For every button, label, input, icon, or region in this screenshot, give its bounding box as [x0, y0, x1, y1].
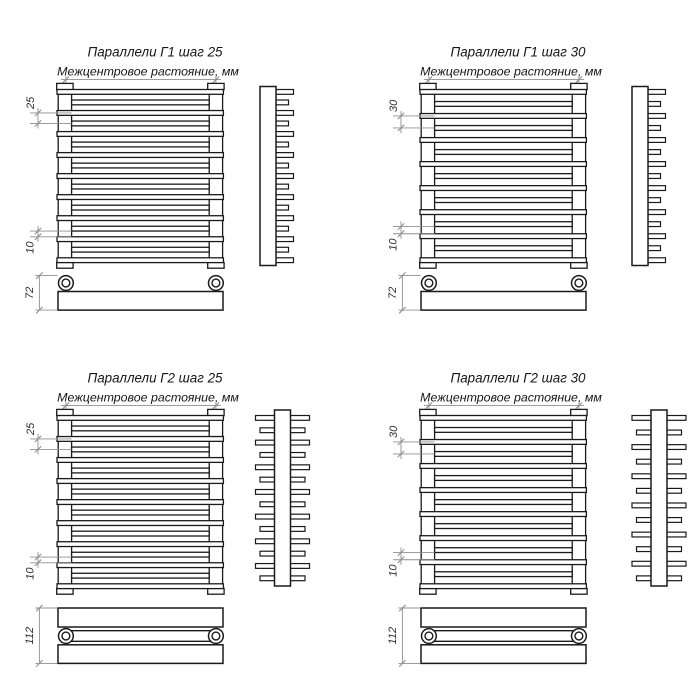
front-view	[420, 409, 587, 594]
rung-bar	[57, 132, 223, 137]
rung-bar	[435, 548, 573, 553]
rung-bar	[435, 452, 573, 457]
side-tab	[274, 132, 294, 137]
side-profile	[275, 410, 291, 586]
gap-dimension-value: 10	[387, 564, 400, 577]
rung-bar	[435, 222, 573, 227]
depth-dimension	[24, 605, 58, 667]
quadrant-title: Параллели Г2 шаг 30	[450, 370, 586, 386]
collector-pipe-inner	[575, 279, 583, 287]
side-tab-right	[665, 474, 686, 479]
side-tab	[646, 90, 666, 95]
side-tab	[274, 195, 294, 200]
depth-dimension	[387, 272, 421, 313]
depth-dimension-value: 112	[387, 626, 399, 645]
collector-pipe-inner	[62, 632, 70, 640]
rung-bar	[435, 150, 573, 155]
bottom-tab	[571, 262, 587, 268]
quadrant-g1-step25	[24, 45, 294, 314]
side-tab-right	[665, 445, 686, 450]
side-tab-right	[665, 503, 686, 508]
side-tab-right	[289, 440, 310, 445]
side-profile	[651, 410, 667, 586]
top-tab	[420, 83, 436, 89]
front-rung-plate	[58, 608, 223, 627]
center-distance-label: Межцентровое растояние, мм	[57, 390, 239, 405]
side-tab-left	[632, 474, 653, 479]
side-tab-left	[632, 561, 653, 566]
side-tab-right	[289, 539, 310, 544]
side-tab	[274, 216, 294, 221]
quadrant-title: Параллели Г1 шаг 30	[450, 44, 586, 60]
step-dimension-value: 30	[388, 425, 400, 438]
side-tab-left	[256, 465, 277, 470]
rung-bar	[57, 458, 223, 463]
depth-dimension	[387, 605, 421, 667]
step-dimension-value: 25	[25, 96, 37, 109]
side-profile	[260, 87, 276, 266]
top-tab	[57, 409, 73, 415]
rung-bar	[72, 184, 210, 189]
rung-plate	[421, 292, 586, 311]
rung-bar	[57, 500, 223, 505]
bottom-tab	[208, 588, 224, 594]
rung-bar	[435, 174, 573, 179]
quadrant-g1-step30	[387, 45, 666, 314]
front-rung-plate	[421, 608, 586, 627]
side-view	[632, 87, 666, 266]
side-tab-left	[632, 416, 653, 421]
side-tab-left	[632, 532, 653, 537]
rung-bar	[57, 521, 223, 526]
side-tab-left	[256, 416, 277, 421]
rung-bar	[57, 111, 223, 116]
rung-bar	[420, 440, 586, 445]
bottom-tab	[208, 262, 224, 268]
rung-bar	[420, 560, 586, 565]
side-tab-left	[256, 514, 277, 519]
side-tab-left	[256, 539, 277, 544]
side-tab	[274, 153, 294, 158]
rung-bar	[435, 102, 573, 107]
side-tab	[646, 210, 666, 215]
rung-bar	[72, 468, 210, 473]
rung-bar	[57, 237, 223, 242]
top-tab	[420, 409, 436, 415]
side-tab	[274, 258, 294, 263]
depth-dimension-value: 72	[24, 286, 36, 299]
rung-bar	[420, 416, 586, 421]
rung-bar	[420, 90, 586, 95]
rung-bar	[435, 198, 573, 203]
rung-bar	[420, 138, 586, 143]
front-view	[57, 409, 224, 594]
rung-bar	[72, 247, 210, 252]
depth-dimension	[24, 272, 58, 313]
rung-bar	[72, 121, 210, 126]
gap-dimension-value: 10	[387, 238, 400, 251]
rung-bar	[420, 464, 586, 469]
rung-bar	[420, 536, 586, 541]
quadrant-title: Параллели Г1 шаг 25	[87, 44, 223, 60]
rung-bar	[420, 234, 586, 239]
side-tab-right	[289, 490, 310, 495]
side-tab	[646, 138, 666, 143]
rung-bar	[435, 572, 573, 577]
collector-pipe-inner	[62, 279, 70, 287]
bottom-tab	[420, 588, 436, 594]
center-distance-label: Межцентровое растояние, мм	[420, 390, 602, 405]
side-tab	[646, 114, 666, 119]
bottom-tab	[420, 262, 436, 268]
collector-pipe-inner	[425, 632, 433, 640]
rung-bar	[420, 488, 586, 493]
center-distance-label: Межцентровое растояние, мм	[420, 64, 602, 79]
front-view	[57, 83, 224, 268]
depth-dimension-value: 72	[387, 286, 399, 299]
side-tab-right	[289, 564, 310, 569]
side-tab-right	[665, 416, 686, 421]
rung-bar	[435, 428, 573, 433]
rung-bar	[435, 246, 573, 251]
bottom-view	[421, 276, 586, 311]
step-dimension-value: 30	[388, 99, 400, 112]
rung-bar	[57, 416, 223, 421]
rung-bar	[420, 114, 586, 119]
rung-bar	[57, 90, 223, 95]
top-tab	[208, 83, 224, 89]
bottom-view	[58, 608, 223, 663]
rung-bar	[72, 426, 210, 431]
rung-bar	[72, 531, 210, 536]
side-profile	[632, 87, 648, 266]
back-rung-plate	[58, 645, 223, 664]
side-tab-right	[665, 532, 686, 537]
rung-bar	[72, 100, 210, 105]
bottom-tab	[571, 588, 587, 594]
top-tab	[57, 83, 73, 89]
rung-bar	[57, 174, 223, 179]
rung-bar	[57, 258, 223, 263]
bottom-tab	[57, 262, 73, 268]
side-tab	[646, 162, 666, 167]
side-tab	[646, 258, 666, 263]
side-tab-right	[289, 416, 310, 421]
step-dimension-value: 25	[25, 422, 37, 435]
rung-bar	[57, 584, 223, 589]
side-tab	[646, 234, 666, 239]
back-rung-plate	[421, 645, 586, 664]
top-tab	[208, 409, 224, 415]
rung-plate	[58, 292, 223, 311]
rung-bar	[420, 512, 586, 517]
side-tab-right	[289, 514, 310, 519]
bottom-view	[421, 608, 586, 663]
collector-pipe-inner	[212, 279, 220, 287]
quadrant-title: Параллели Г2 шаг 25	[87, 370, 223, 386]
rung-bar	[435, 500, 573, 505]
rung-bar	[72, 489, 210, 494]
rung-bar	[57, 563, 223, 568]
side-tab	[274, 90, 294, 95]
side-tab-left	[632, 503, 653, 508]
rung-bar	[72, 142, 210, 147]
side-view	[632, 410, 686, 586]
rung-bar	[435, 524, 573, 529]
rung-bar	[435, 126, 573, 131]
gap-dimension-value: 10	[24, 241, 37, 254]
side-view	[256, 410, 310, 586]
rung-bar	[57, 153, 223, 158]
collector-pipe-inner	[212, 632, 220, 640]
rung-bar	[72, 447, 210, 452]
side-tab-left	[256, 564, 277, 569]
rung-bar	[57, 195, 223, 200]
side-tab	[274, 174, 294, 179]
rung-bar	[420, 186, 586, 191]
collector-pipe-inner	[575, 632, 583, 640]
center-distance-label: Межцентровое растояние, мм	[57, 64, 239, 79]
rung-bar	[72, 226, 210, 231]
side-tab	[646, 186, 666, 191]
rung-bar	[57, 437, 223, 442]
bottom-view	[58, 276, 223, 311]
rung-bar	[72, 573, 210, 578]
side-view	[260, 87, 294, 266]
top-tab	[571, 409, 587, 415]
rung-bar	[57, 479, 223, 484]
rung-bar	[420, 258, 586, 263]
rung-bar	[72, 163, 210, 168]
collector-pipe-inner	[425, 279, 433, 287]
rung-bar	[72, 552, 210, 557]
rung-bar	[435, 476, 573, 481]
quadrant-g2-step30	[387, 371, 686, 667]
rung-bar	[72, 510, 210, 515]
rung-bar	[420, 584, 586, 589]
front-view	[420, 83, 587, 268]
side-tab-right	[289, 465, 310, 470]
rung-bar	[72, 205, 210, 210]
rung-bar	[57, 542, 223, 547]
gap-dimension-value: 10	[24, 567, 37, 580]
rung-bar	[57, 216, 223, 221]
side-tab-left	[256, 490, 277, 495]
top-tab	[571, 83, 587, 89]
side-tab-left	[256, 440, 277, 445]
bottom-tab	[57, 588, 73, 594]
rung-bar	[420, 162, 586, 167]
side-tab-left	[632, 445, 653, 450]
side-tab	[274, 237, 294, 242]
rung-bar	[420, 210, 586, 215]
side-tab	[274, 111, 294, 116]
depth-dimension-value: 112	[24, 626, 36, 645]
side-tab-right	[665, 561, 686, 566]
quadrant-g2-step25	[24, 371, 310, 667]
